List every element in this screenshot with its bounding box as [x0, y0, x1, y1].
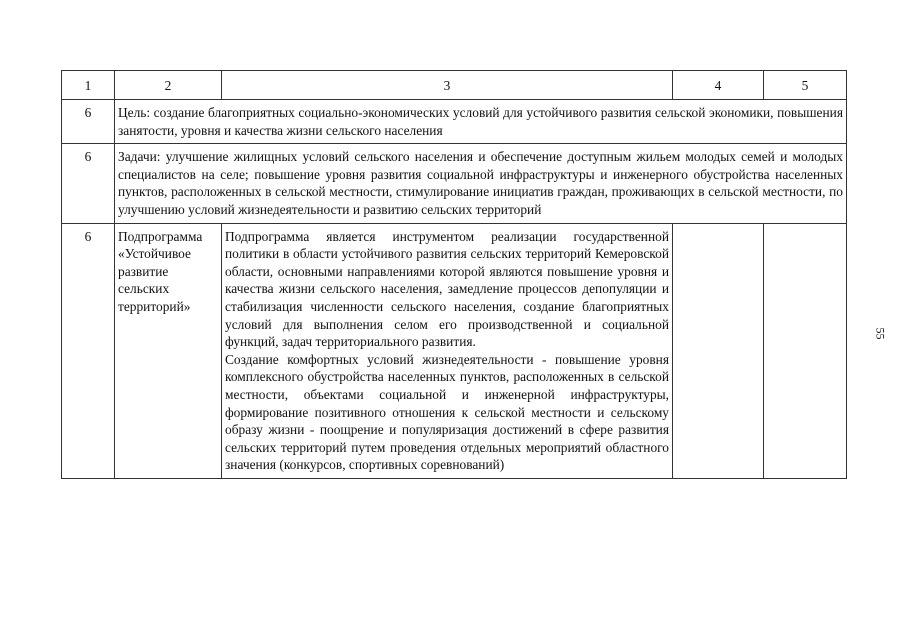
header-col-2: 2 [115, 71, 222, 100]
header-row [62, 71, 847, 100]
subprogram-row-number: 6 [62, 223, 115, 478]
subprogram-description-paragraph-2: Создание комфортных условий жизнедеятельности - повышение уровня комплексного обустройства населенных пунктов, расположенных в сельской местности, объектами социальной и инженерной инфраструктуры, формирование позитивного отношения к сельской местности и сельскому образу жизни - поощрение и популяризация достижений в сфере развития сельских территорий путем проведения отдельных мероприятий областного значения (конкурсов, спортивных соревнований) [225, 351, 669, 473]
subprogram-row [62, 223, 847, 478]
header-col-3: 3 [222, 71, 673, 100]
subprogram-col-5 [764, 223, 847, 478]
subprogram-description [222, 223, 673, 478]
header-col-4: 4 [673, 71, 764, 100]
subprogram-col-4 [673, 223, 764, 478]
subprogram-description-paragraph-1: Подпрограмма является инструментом реализации государственной политики в области устойчивого развития сельских территорий Кемеровской области, основными направлениями которой являются повышение уровня и качества жизни сельского населения, замедление процессов депопуляции и стабилизация численности сельского населения, создание благоприятных условий для выполнения селом его производственной и социальной функций, задач территориального развития. [225, 228, 669, 350]
header-col-5: 5 [764, 71, 847, 100]
header-col-1: 1 [62, 71, 115, 100]
subprogram-name: Подпрограмма «Устойчивое развитие сельских территорий» [115, 223, 222, 478]
goal-row-number: 6 [62, 100, 115, 144]
page-number: 55 [873, 327, 888, 340]
tasks-row [62, 144, 847, 223]
goal-text: Цель: создание благоприятных социально-экономических условий для устойчивого развития сельской экономики, повышения занятости, уровня и качества жизни сельского населения [115, 100, 847, 144]
program-table [61, 70, 847, 479]
tasks-text: Задачи: улучшение жилищных условий сельского населения и обеспечение доступным жильем молодых семей и молодых специалистов на селе; повышение уровня развития социальной инфраструктуры и инженерного обустройства населенных пунктов, расположенных в сельской местности, стимулирование инициатив граждан, проживающих в сельской местности, по улучшению условий жизнедеятельности и развитию сельских территорий [115, 144, 847, 223]
goal-row [62, 100, 847, 144]
tasks-row-number: 6 [62, 144, 115, 223]
